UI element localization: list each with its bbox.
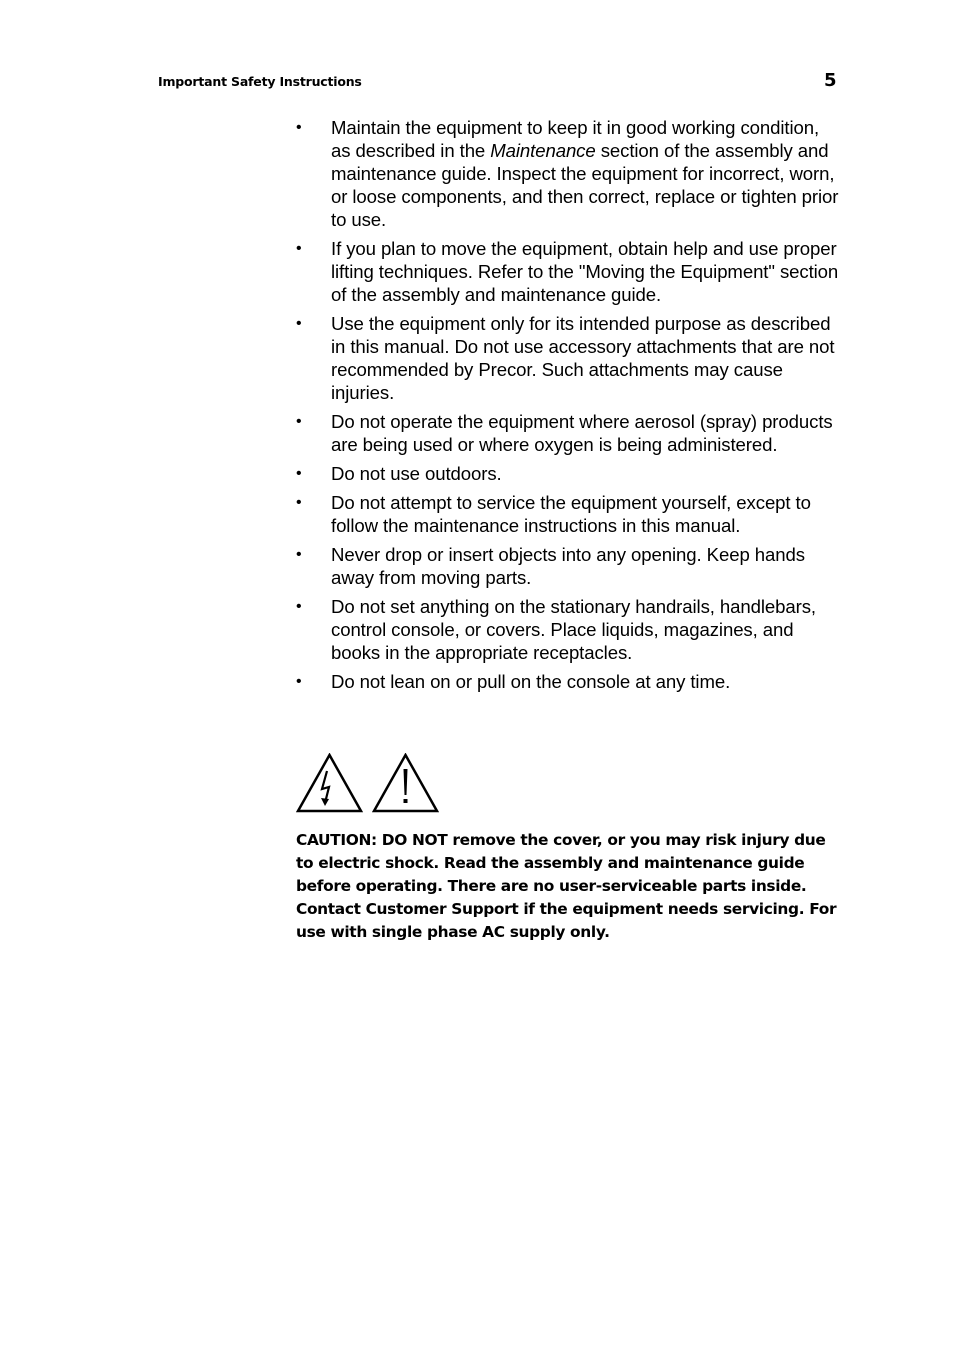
bullet-icon: • xyxy=(296,240,302,257)
bullet-text: Use the equipment only for its intended purpose as described in this manual. Do not use accessory attachments that are not recommended by Precor. Such attachments may cause injuries. xyxy=(331,313,835,403)
electric-shock-warning-icon xyxy=(296,753,363,813)
list-item xyxy=(296,116,841,231)
list-item xyxy=(296,543,841,589)
bullet-icon: • xyxy=(296,598,302,615)
bullet-icon: • xyxy=(296,673,302,690)
list-item xyxy=(296,237,841,306)
bullet-text: Do not lean on or pull on the console at any time. xyxy=(331,671,731,692)
bullet-text: Maintain the equipment to keep it in good working condition, as described in the xyxy=(331,117,820,161)
bullet-text: section of the assembly and maintenance guide. Inspect the equipment for incorrect, worn, or loose components, and then correct, replace or tighten prior to use. xyxy=(331,140,839,230)
bullet-icon: • xyxy=(296,465,302,482)
bullet-icon: • xyxy=(296,546,302,563)
bullet-icon: • xyxy=(296,119,302,136)
bullet-icon: • xyxy=(296,413,302,430)
general-warning-icon xyxy=(372,753,439,813)
safety-bullet-list xyxy=(296,116,841,699)
list-item xyxy=(296,595,841,664)
page-number: 5 xyxy=(824,70,837,91)
bullet-text: Do not attempt to service the equipment yourself, except to follow the maintenance instructions in this manual. xyxy=(331,492,811,536)
bullet-text: If you plan to move the equipment, obtain help and use proper lifting techniques. Refer to the "Moving the Equipment" section of the assembly and maintenance guide. xyxy=(331,238,839,305)
bullet-text: Do not set anything on the stationary handrails, handlebars, control console, or covers. Place liquids, magazines, and books in the appropriate receptacles. xyxy=(331,596,816,663)
list-item xyxy=(296,462,841,485)
bullet-icon: • xyxy=(296,494,302,511)
caution-notice: CAUTION: DO NOT remove the cover, or you may risk injury due to electric shock. Read the assembly and maintenance guide before operating. There are no user-serviceable parts inside. Contact Customer Support if the equipment needs servicing. For use with single phase AC supply only. xyxy=(296,831,837,941)
header-title: Important Safety Instructions xyxy=(158,74,362,89)
bullet-text: Never drop or insert objects into any opening. Keep hands away from moving parts. xyxy=(331,544,805,588)
list-item xyxy=(296,670,841,693)
bullet-emphasis: Maintenance xyxy=(490,140,596,161)
list-item xyxy=(296,410,841,456)
bullet-text: Do not use outdoors. xyxy=(331,463,502,484)
list-item xyxy=(296,491,841,537)
list-item xyxy=(296,312,841,404)
warning-icons xyxy=(296,753,439,813)
bullet-icon: • xyxy=(296,315,302,332)
bullet-text: Do not operate the equipment where aerosol (spray) products are being used or where oxygen is being administered. xyxy=(331,411,833,455)
